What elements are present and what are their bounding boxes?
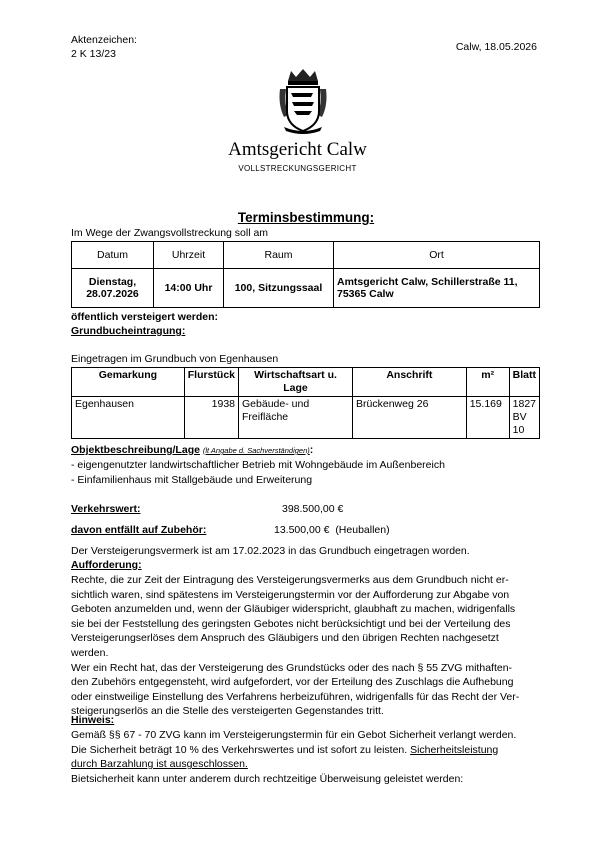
file-number-label: Aktenzeichen: (71, 34, 137, 46)
schedule-data-row (72, 269, 540, 308)
request-line: den Zubehörs entgegensteht, wird aufgefordert, vor der Erteilung des Zuschlags die Aufhebung (71, 676, 514, 689)
date-weekday: Dienstag, (88, 276, 137, 288)
schedule-header-row (72, 242, 540, 269)
request-heading: Aufforderung: (71, 559, 142, 571)
cell-date (72, 269, 154, 308)
request-line: Versteigerungserlöses dem Anspruch des Gläubigers und den übrigen Rechten nachgesetzt (71, 632, 499, 645)
cell-time: 14:00 Uhr (154, 269, 224, 308)
schedule-table (71, 241, 540, 308)
request-line: werden. (71, 646, 109, 659)
cell-room: 100, Sitzungssaal (224, 269, 334, 308)
notice-text (71, 728, 546, 786)
request-line: steigerungserlös an die Stelle des versteigerten Gegenstandes tritt. (71, 705, 384, 718)
col-m2: m² (466, 368, 509, 397)
accessory-value: 13.500,00 € (274, 524, 330, 536)
property-header-row (72, 368, 540, 397)
object-item: - eigengenutzter landwirtschaftlicher Betrieb mit Wohngebäude im Außenbereich (71, 459, 445, 471)
notice-line: Gemäß §§ 67 - 70 ZVG kann im Versteigerungstermin für ein Gebot Sicherheit verlangt werden. (71, 729, 517, 741)
property-table (71, 367, 540, 439)
intro-text: Im Wege der Zwangsvollstreckung soll am (71, 227, 269, 239)
notice-line (71, 743, 546, 758)
registration-note: Der Versteigerungsvermerk ist am 17.02.2023 in das Grundbuch eingetragen worden. (71, 545, 470, 557)
place-date: Calw, 18.05.2026 (455, 41, 537, 53)
request-line: Geboten anzumelden und, wenn der Gläubiger widerspricht, glaubhaft zu machen, widrigenfalls (71, 603, 516, 616)
object-heading-colon: : (309, 444, 314, 456)
object-heading: Objektbeschreibung/Lage (71, 444, 200, 456)
cell-gemarkung: Egenhausen (72, 397, 185, 439)
cell-m2: 15.169 (466, 397, 509, 439)
col-flurstueck: Flurstück (184, 368, 238, 397)
request-line: oder einstweilige Einstellung des Verfahrens herbeizuführen, widrigenfalls für das Recht der Ver- (71, 690, 520, 703)
col-blatt: Blatt (509, 368, 539, 397)
land-registry-heading: Grundbucheintragung: (71, 325, 186, 337)
object-item: - Einfamilienhaus mit Stallgebäude und Erweiterung (71, 473, 313, 486)
col-raum: Raum (224, 242, 334, 269)
file-number-block (71, 33, 137, 61)
cell-blatt: 1827 BV 10 (509, 397, 539, 439)
request-text (71, 573, 546, 719)
notice-line: Bietsicherheit kann unter anderem durch rechtzeitige Überweisung geleistet werden: (71, 772, 464, 785)
request-line: Wer ein Recht hat, das der Versteigerung des Grundstücks oder des nach § 55 ZVG mithaften- (71, 661, 513, 674)
court-name: Amtsgericht Calw (228, 139, 367, 160)
date-value: 28.07.2026 (86, 288, 139, 300)
col-wirtschaftsart: Wirtschaftsart u. Lage (239, 368, 353, 397)
object-note: (lt Angabe d. Sachverständigen) (202, 446, 310, 455)
cell-anschrift: Brückenweg 26 (353, 397, 467, 439)
accessory-value-line (274, 524, 390, 536)
market-value-label: Verkehrswert: (71, 503, 141, 515)
notice-line2-underlined: Sicherheitsleistung (410, 743, 499, 756)
land-registry-intro: Eingetragen im Grundbuch von Egenhausen (71, 353, 279, 365)
col-uhrzeit: Uhrzeit (154, 242, 224, 269)
request-line: sie bei der Feststellung des geringsten Gebotes nicht berücksichtigt und bei der Verteilung des (71, 617, 511, 630)
object-heading-line (71, 444, 313, 456)
court-department: VOLLSTRECKUNGSGERICHT (238, 164, 357, 173)
cell-flurstueck: 1938 (184, 397, 238, 439)
col-anschrift: Anschrift (353, 368, 467, 397)
document-title: Terminsbestimmung: (237, 210, 375, 225)
cell-place: Amtsgericht Calw, Schillerstraße 11, 75365 Calw (334, 269, 540, 308)
col-gemarkung: Gemarkung (72, 368, 185, 397)
notice-line2-plain: Die Sicherheit beträgt 10 % des Verkehrswertes und ist sofort zu leisten. (71, 743, 411, 756)
col-datum: Datum (72, 242, 154, 269)
file-number: 2 K 13/23 (71, 48, 116, 60)
property-data-row (72, 397, 540, 439)
coat-of-arms-icon (276, 67, 330, 135)
cell-wirtschaftsart: Gebäude- und Freifläche (239, 397, 353, 439)
notice-line3-underlined: durch Barzahlung ist ausgeschlossen. (71, 758, 248, 771)
market-value: 398.500,00 € (282, 503, 344, 515)
col-ort: Ort (334, 242, 540, 269)
request-line: sichtlich waren, sind spätestens im Versteigerungstermin vor der Aufforderung zur Abgabe von (71, 588, 510, 601)
accessory-label: davon entfällt auf Zubehör: (71, 524, 207, 536)
notice-heading: Hinweis: (71, 714, 115, 726)
auction-text: öffentlich versteigert werden: (71, 311, 219, 323)
request-line: Rechte, die zur Zeit der Eintragung des Versteigerungsvermerks aus dem Grundbuch nicht er- (71, 574, 509, 586)
accessory-note: (Heuballen) (335, 524, 390, 536)
object-list (71, 458, 445, 487)
